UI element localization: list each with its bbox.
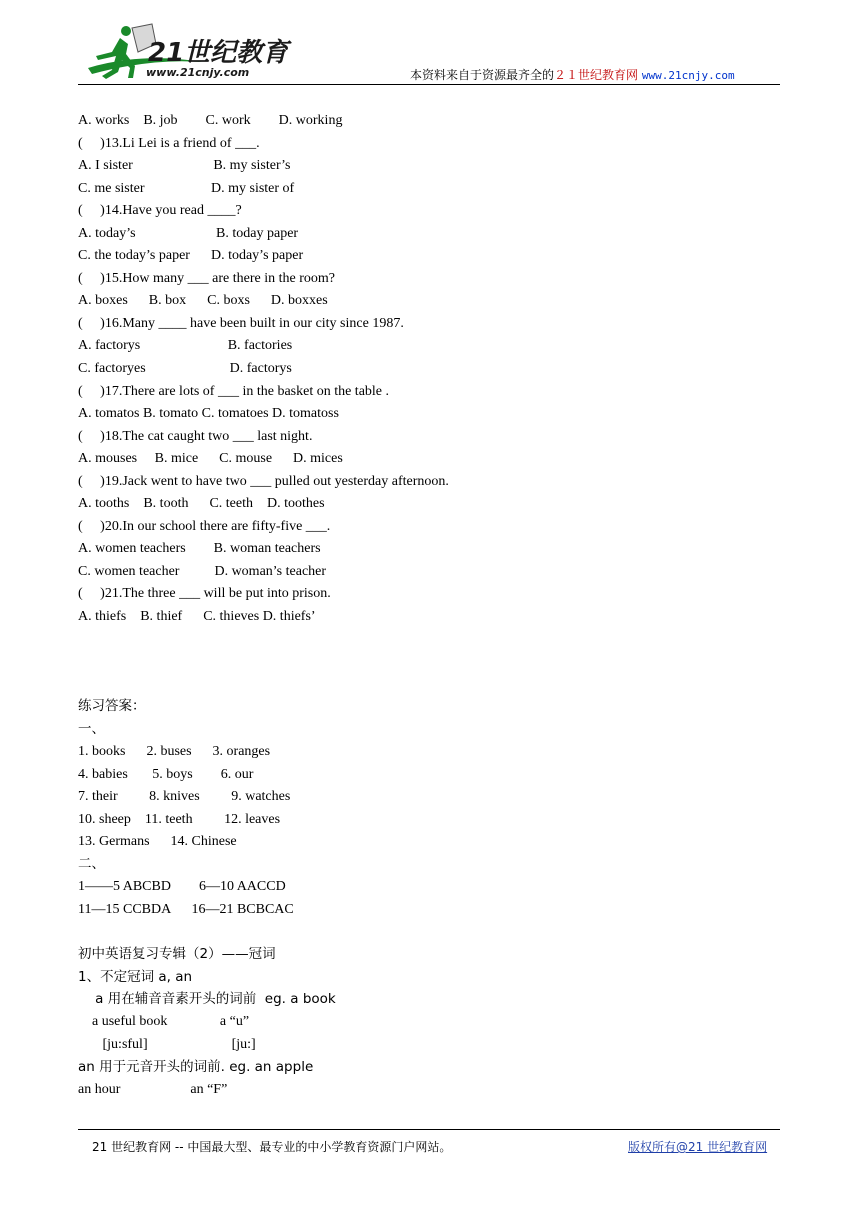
footer-divider [78,1129,780,1130]
question-line: ( )16.Many ____ have been built in our city since 1987. [78,316,404,331]
question-line: A. mouses B. mice C. mouse D. mices [78,451,343,466]
answer-row: 10. sheep 11. teeth 12. leaves [78,812,281,827]
question-line: A. works B. job C. work D. working [78,113,343,128]
question-line: ( )20.In our school there are fifty-five ___. [78,519,331,534]
question-line: C. factoryes D. factorys [78,361,292,376]
question-line: ( )17.There are lots of ___ in the basket on the table . [78,384,390,399]
question-line: C. the today’s paper D. today’s paper [78,248,304,263]
question-line: ( )13.Li Lei is a friend of ___. [78,136,260,151]
answer-row: 4. babies 5. boys 6. our [78,767,254,782]
question-line: C. me sister D. my sister of [78,181,295,196]
article-line: [ju:sful] [ju:] [78,1037,256,1052]
header-note-url[interactable]: www.21cnjy.com [641,69,735,82]
question-line: A. boxes B. box C. boxs D. boxxes [78,293,328,308]
footer-copyright-link[interactable]: 版权所有@21 世纪教育网 [628,1140,768,1154]
header-divider [78,84,780,85]
question-line: ( )19.Jack went to have two ___ pulled out yesterday afternoon. [78,474,449,489]
header-note-brand: ２１世纪教育网 [554,68,639,82]
logo-url: www.21cnjy.com [146,66,250,79]
article-line: a useful book a “u” [78,1014,250,1029]
article-line: an 用于元音开头的词前. eg. an apple [78,1059,314,1075]
answer-row: 11—15 CCBDA 16—21 BCBCAC [78,902,294,917]
question-line: A. I sister B. my sister’s [78,158,291,173]
site-logo [82,22,292,84]
answers-section-1: 一、 [78,721,105,737]
question-line: ( )21.The three ___ will be put into prison. [78,586,331,601]
article-line: 1、不定冠词 a, an [78,969,193,985]
article-line: an hour an “F” [78,1082,228,1097]
question-line: C. women teacher D. woman’s teacher [78,564,327,579]
question-line: ( )14.Have you read ____? [78,203,242,218]
question-line: ( )18.The cat caught two ___ last night. [78,429,313,444]
header-note-prefix: 本资料来自于资源最齐全的 [410,68,555,82]
question-line: A. tooths B. tooth C. teeth D. toothes [78,496,325,511]
footer-description: 21 世纪教育网 -- 中国最大型、最专业的中小学教育资源门户网站。 [92,1140,452,1154]
article-line: a 用在辅音音素开头的词前 eg. a book [78,991,336,1007]
question-line: A. tomatos B. tomato C. tomatoes D. tomatoss [78,406,339,421]
question-line: ( )15.How many ___ are there in the room? [78,271,335,286]
header-source-note [410,66,735,83]
answer-row: 1. books 2. buses 3. oranges [78,744,271,759]
question-line: A. today’s B. today paper [78,226,299,241]
answers-title: 练习答案： [78,698,146,714]
answer-row: 7. their 8. knives 9. watches [78,789,291,804]
question-line: A. thiefs B. thief C. thieves D. thiefs’ [78,609,316,624]
article-title: 初中英语复习专辑（2）——冠词 [78,946,276,962]
answer-row: 1——5 ABCBD 6—10 AACCD [78,879,286,894]
question-line: A. women teachers B. woman teachers [78,541,321,556]
answers-section-2: 二、 [78,856,105,872]
question-line: A. factorys B. factories [78,338,293,353]
answer-row: 13. Germans 14. Chinese [78,834,237,849]
logo-text: 21世纪教育 [148,38,289,68]
